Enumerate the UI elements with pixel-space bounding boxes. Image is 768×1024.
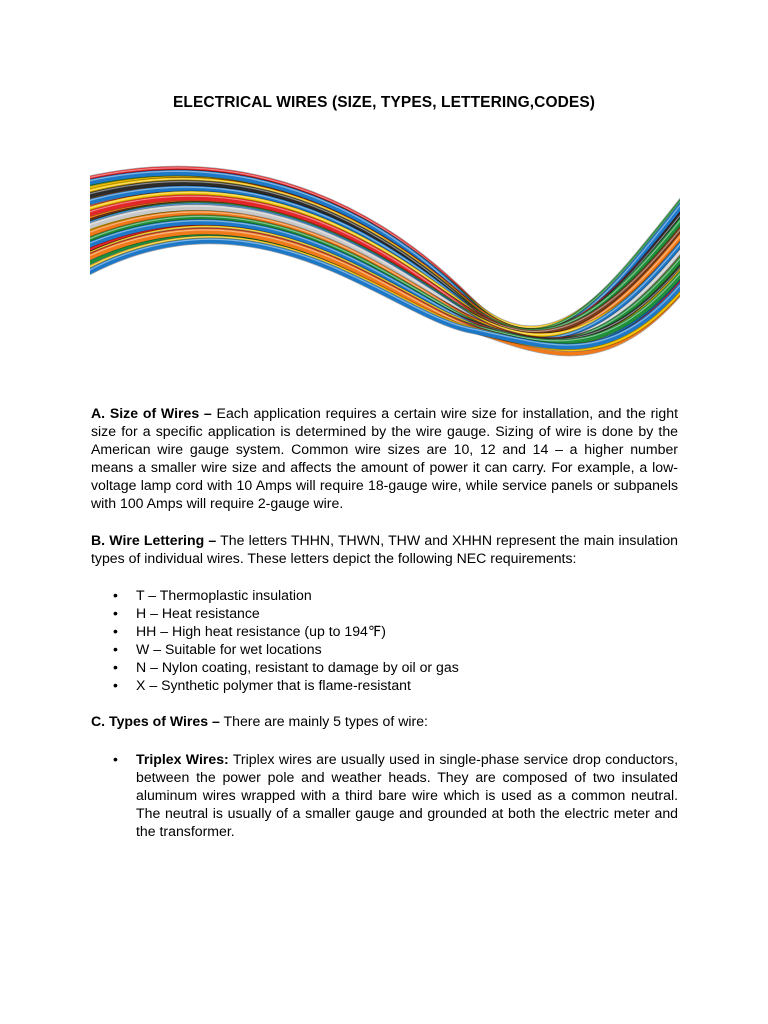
list-item: • HH – High heat resistance (up to 194℉) xyxy=(113,623,386,639)
lettering-list xyxy=(91,586,678,694)
list-item: • H – Heat resistance xyxy=(113,605,260,621)
wire-type-label: Triplex Wires: xyxy=(136,751,229,767)
section-b xyxy=(91,531,678,567)
section-b-text: The letters THHN, THWN, THW and XHHN represent the main insulation types of individual wires. These letters depict the following NEC requirements: xyxy=(91,532,678,566)
bullet-icon: • xyxy=(113,659,118,675)
section-c-label: C. Types of Wires – xyxy=(91,713,220,729)
list-item: • N – Nylon coating, resistant to damage by oil or gas xyxy=(113,659,459,675)
section-b-list xyxy=(91,586,678,694)
section-a-label: A. Size of Wires – xyxy=(91,405,212,421)
list-item xyxy=(91,750,678,840)
section-b-label: B. Wire Lettering – xyxy=(91,532,217,548)
bullet-icon: • xyxy=(113,641,118,657)
section-a-text: Each application requires a certain wire size for installation, and the right size for a specific application is determined by the wire gauge. Sizing of wire is done by the American wire gauge system. Common wire sizes are 10, 12 and 14 – a higher number means a smaller wire size and affects the amount of power it can carry. For example, a low-voltage lamp cord with 10 Amps will require 18-gauge wire, while service panels or subpanels with 100 Amps will require 2-gauge wire. xyxy=(91,405,678,511)
bullet-icon: • xyxy=(113,623,118,639)
section-c xyxy=(91,712,678,730)
document-title: ELECTRICAL WIRES (SIZE, TYPES, LETTERING,CODES) xyxy=(172,94,596,111)
bullet-icon: • xyxy=(113,605,118,621)
section-a-paragraph xyxy=(91,404,678,512)
list-item: • X – Synthetic polymer that is flame-resistant xyxy=(113,677,411,693)
wire-type-text: Triplex wires are usually used in single-phase service drop conductors, between the power pole and weather heads. They are composed of two insulated aluminum wires wrapped with a third bare wire which is used as a common neutral. The neutral is usually of a smaller gauge and grounded at both the electric meter and the transformer. xyxy=(136,751,678,839)
bullet-icon: • xyxy=(113,751,118,767)
section-c-text: There are mainly 5 types of wire: xyxy=(219,713,428,729)
list-item: • W – Suitable for wet locations xyxy=(113,641,322,657)
bullet-icon: • xyxy=(113,587,118,603)
section-c-list xyxy=(91,750,678,840)
list-item: • T – Thermoplastic insulation xyxy=(113,587,312,603)
section-c-paragraph xyxy=(91,712,678,730)
bullet-icon: • xyxy=(113,677,118,693)
section-a xyxy=(91,404,678,512)
colored-wires-image xyxy=(90,140,680,390)
section-b-paragraph xyxy=(91,531,678,567)
